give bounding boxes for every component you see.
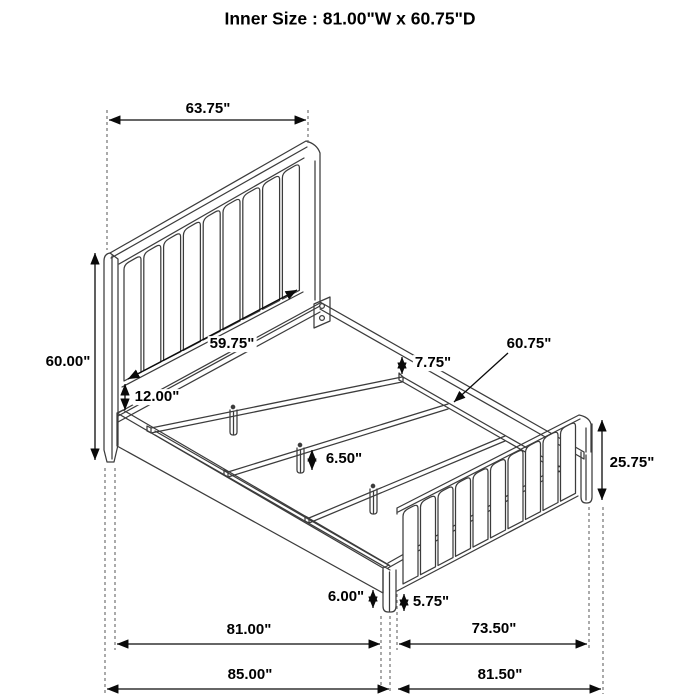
dim-rail-floor-clearance: 6.00" xyxy=(327,588,365,606)
dim-side-rail-length-inner: 81.00" xyxy=(226,621,272,639)
slat-screw-dot xyxy=(298,443,301,446)
dim-rail-to-slat-drop: 7.75" xyxy=(414,354,452,372)
slat-screw-dot xyxy=(231,405,234,408)
slat-screw-dot xyxy=(371,484,374,487)
arrow-inner-depth-leader xyxy=(454,353,508,402)
dim-headboard-width: 63.75" xyxy=(185,100,231,118)
support-leg-2 xyxy=(297,448,304,473)
dim-footboard-leg-height: 5.75" xyxy=(412,593,450,611)
dim-headboard-height: 60.00" xyxy=(45,353,91,371)
dim-footboard-width-inner: 73.50" xyxy=(471,620,517,638)
dim-footboard-width-overall: 81.50" xyxy=(477,666,523,684)
bed-structure xyxy=(104,141,592,612)
diagram-title: Inner Size : 81.00"W x 60.75"D xyxy=(224,8,476,29)
headboard-left-post xyxy=(104,253,118,462)
dim-footboard-height: 25.75" xyxy=(609,454,655,472)
dim-side-rail-length-overall: 85.00" xyxy=(227,666,273,684)
dim-headboard-inner-width: 59.75" xyxy=(209,335,255,353)
headboard xyxy=(104,141,330,462)
dim-panel-to-rail-gap: 12.00" xyxy=(134,388,180,406)
bracket-hole xyxy=(320,316,325,321)
support-leg-1 xyxy=(230,410,237,435)
rail-bracket xyxy=(314,297,330,328)
dim-inner-depth: 60.75" xyxy=(506,335,552,353)
dim-slat-leg-height: 6.50" xyxy=(325,450,363,468)
support-leg-3 xyxy=(370,489,377,514)
footboard xyxy=(383,415,592,612)
side-rail-far xyxy=(320,302,584,459)
footboard-near-leg xyxy=(383,570,396,612)
